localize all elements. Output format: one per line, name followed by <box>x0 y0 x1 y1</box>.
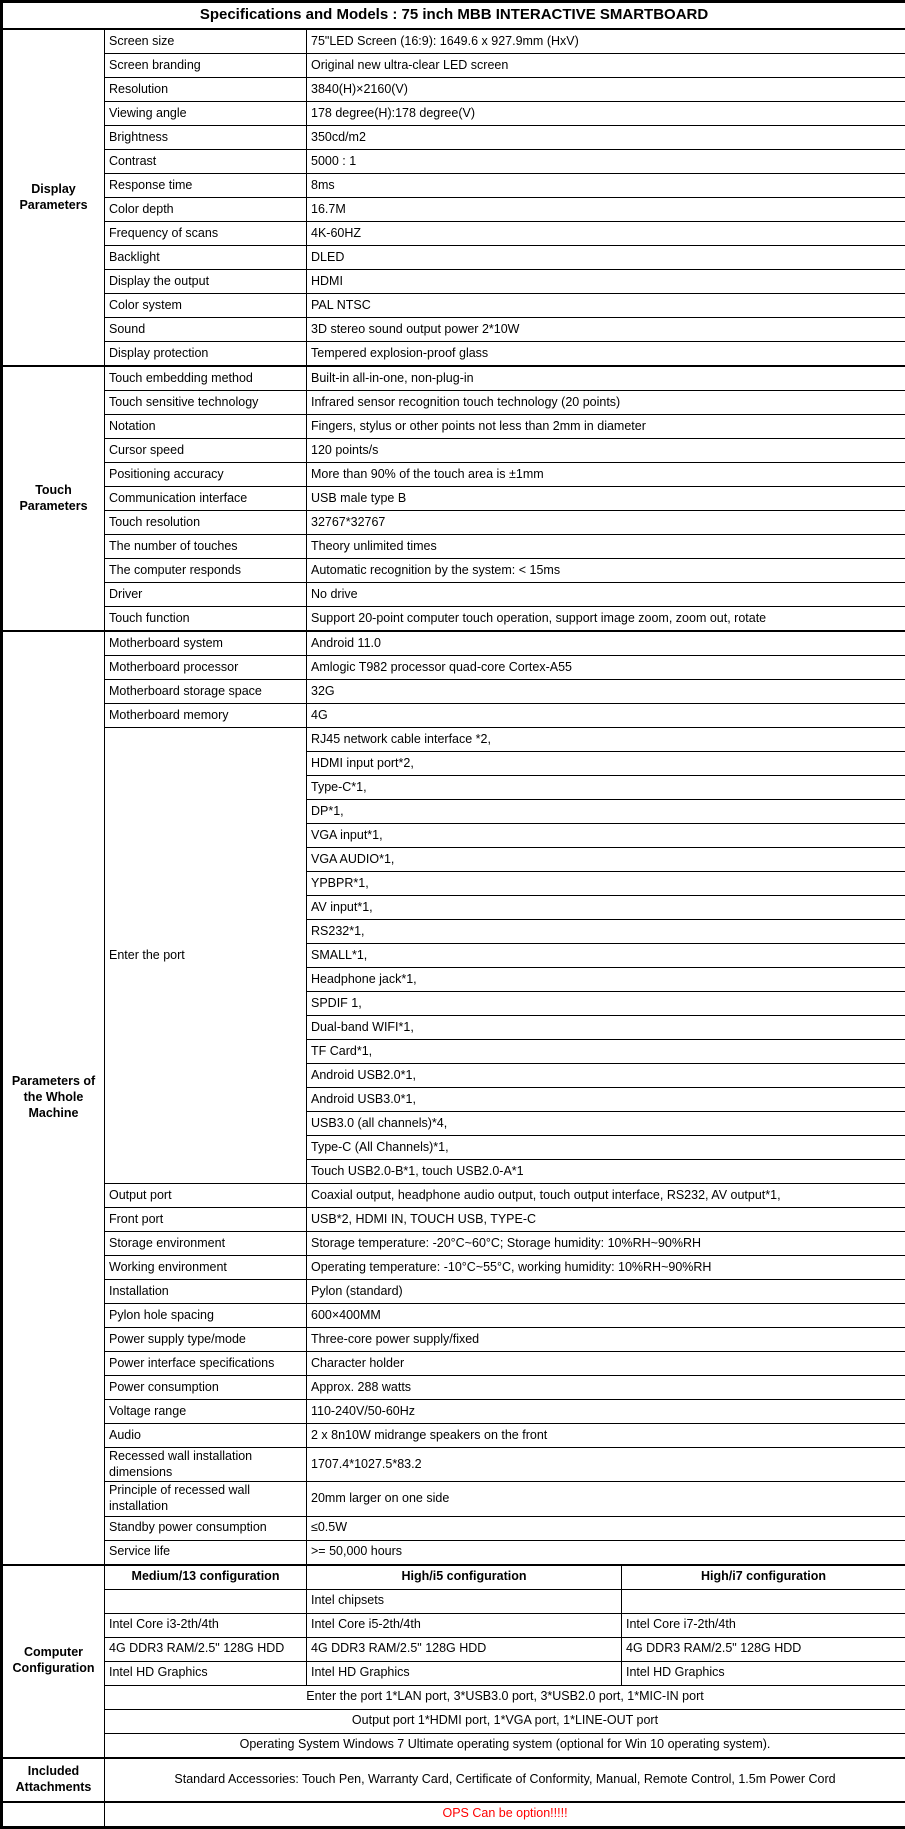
param-name: Resolution <box>105 78 307 102</box>
param-name: Audio <box>105 1424 307 1448</box>
table-row <box>2 366 905 391</box>
section-label-whole-machine: Parameters of the Whole Machine <box>2 631 105 1565</box>
table-row <box>2 126 905 150</box>
table-row <box>2 1685 905 1709</box>
table-row <box>2 1232 905 1256</box>
table-row <box>2 1540 905 1565</box>
config-value-cell: Intel Core i5-2th/4th <box>307 1613 622 1637</box>
param-value: Support 20-point computer touch operation, support image zoom, zoom out, rotate <box>307 607 905 632</box>
table-row <box>2 1661 905 1685</box>
param-name: Touch resolution <box>105 511 307 535</box>
param-name: Notation <box>105 415 307 439</box>
config-value-cell: 4G DDR3 RAM/2.5" 128G HDD <box>622 1637 905 1661</box>
param-name: Motherboard processor <box>105 656 307 680</box>
table-row <box>2 246 905 270</box>
param-name: Viewing angle <box>105 102 307 126</box>
config-value-cell <box>105 1589 307 1613</box>
table-row <box>2 2 905 30</box>
config-value-cell: Intel chipsets <box>307 1589 622 1613</box>
config-value-cell: Intel HD Graphics <box>307 1661 622 1685</box>
config-value-cell: Intel HD Graphics <box>105 1661 307 1685</box>
param-name: Front port <box>105 1208 307 1232</box>
param-name: Motherboard storage space <box>105 680 307 704</box>
table-row <box>2 439 905 463</box>
port-value: VGA AUDIO*1, <box>307 848 905 872</box>
param-value: More than 90% of the touch area is ±1mm <box>307 463 905 487</box>
page-title: Specifications and Models : 75 inch MBB INTERACTIVE SMARTBOARD <box>2 2 905 30</box>
param-value: Pylon (standard) <box>307 1280 905 1304</box>
port-value: Android USB2.0*1, <box>307 1064 905 1088</box>
param-value: 350cd/m2 <box>307 126 905 150</box>
port-value: SMALL*1, <box>307 944 905 968</box>
param-value: ≤0.5W <box>307 1516 905 1540</box>
param-name: Output port <box>105 1184 307 1208</box>
param-name: Touch function <box>105 607 307 632</box>
table-row <box>2 1448 905 1482</box>
param-value: Character holder <box>307 1352 905 1376</box>
param-value: 4G <box>307 704 905 728</box>
param-value: No drive <box>307 583 905 607</box>
section-label-computer: Computer Configuration <box>2 1565 105 1758</box>
table-row <box>2 1516 905 1540</box>
param-value: 3D stereo sound output power 2*10W <box>307 318 905 342</box>
param-name: Principle of recessed wall installation <box>105 1482 307 1516</box>
param-name: Touch embedding method <box>105 366 307 391</box>
table-row <box>2 1637 905 1661</box>
param-value: 5000 : 1 <box>307 150 905 174</box>
port-value: Headphone jack*1, <box>307 968 905 992</box>
param-name: Frequency of scans <box>105 222 307 246</box>
param-name: Service life <box>105 1540 307 1565</box>
config-header-cell: High/i7 configuration <box>622 1565 905 1590</box>
param-value: 3840(H)×2160(V) <box>307 78 905 102</box>
port-value: RS232*1, <box>307 920 905 944</box>
param-name: Backlight <box>105 246 307 270</box>
section-label-display: Display Parameters <box>2 29 105 366</box>
param-value: Theory unlimited times <box>307 535 905 559</box>
table-row <box>2 174 905 198</box>
table-row <box>2 583 905 607</box>
spec-table-body <box>2 2 905 1828</box>
table-row <box>2 318 905 342</box>
param-value: 8ms <box>307 174 905 198</box>
param-name: Pylon hole spacing <box>105 1304 307 1328</box>
config-value-cell: 4G DDR3 RAM/2.5" 128G HDD <box>105 1637 307 1661</box>
port-value: SPDIF 1, <box>307 992 905 1016</box>
param-value: USB male type B <box>307 487 905 511</box>
table-row <box>2 559 905 583</box>
param-name: Voltage range <box>105 1400 307 1424</box>
param-name: Positioning accuracy <box>105 463 307 487</box>
table-row <box>2 1256 905 1280</box>
table-row <box>2 1758 905 1802</box>
port-value: Android USB3.0*1, <box>307 1088 905 1112</box>
table-row <box>2 728 905 752</box>
param-value: 1707.4*1027.5*83.2 <box>307 1448 905 1482</box>
port-value: TF Card*1, <box>307 1040 905 1064</box>
table-row <box>2 1613 905 1637</box>
table-row <box>2 631 905 656</box>
param-name: Brightness <box>105 126 307 150</box>
param-name: Installation <box>105 1280 307 1304</box>
port-value: RJ45 network cable interface *2, <box>307 728 905 752</box>
param-value: PAL NTSC <box>307 294 905 318</box>
param-name: The computer responds <box>105 559 307 583</box>
config-value-cell: Intel HD Graphics <box>622 1661 905 1685</box>
table-row <box>2 342 905 367</box>
param-value: 32G <box>307 680 905 704</box>
param-name: Communication interface <box>105 487 307 511</box>
param-value: Automatic recognition by the system: < 15ms <box>307 559 905 583</box>
table-row <box>2 54 905 78</box>
table-row <box>2 1328 905 1352</box>
table-row <box>2 535 905 559</box>
param-name: Power interface specifications <box>105 1352 307 1376</box>
table-row <box>2 270 905 294</box>
port-value: YPBPR*1, <box>307 872 905 896</box>
config-span-row: Operating System Windows 7 Ultimate operating system (optional for Win 10 operating system). <box>105 1733 905 1758</box>
attachments-value: Standard Accessories: Touch Pen, Warranty Card, Certificate of Conformity, Manual, Remote Control, 1.5m Power Cord <box>105 1758 905 1802</box>
table-row <box>2 29 905 54</box>
param-value: 4K-60HZ <box>307 222 905 246</box>
table-row <box>2 78 905 102</box>
param-name: Storage environment <box>105 1232 307 1256</box>
port-value: VGA input*1, <box>307 824 905 848</box>
param-value: 16.7M <box>307 198 905 222</box>
param-name: Motherboard system <box>105 631 307 656</box>
table-row <box>2 1733 905 1758</box>
config-value-cell <box>622 1589 905 1613</box>
table-row <box>2 1482 905 1516</box>
param-value: Original new ultra-clear LED screen <box>307 54 905 78</box>
table-row <box>2 680 905 704</box>
param-name: Color system <box>105 294 307 318</box>
table-row <box>2 1589 905 1613</box>
config-value-cell: Intel Core i7-2th/4th <box>622 1613 905 1637</box>
param-value: Infrared sensor recognition touch technology (20 points) <box>307 391 905 415</box>
param-value: Approx. 288 watts <box>307 1376 905 1400</box>
param-value: Android 11.0 <box>307 631 905 656</box>
table-row <box>2 1802 905 1828</box>
table-row <box>2 222 905 246</box>
port-value: DP*1, <box>307 800 905 824</box>
param-name: Motherboard memory <box>105 704 307 728</box>
port-value: Type-C (All Channels)*1, <box>307 1136 905 1160</box>
table-row <box>2 102 905 126</box>
param-name: The number of touches <box>105 535 307 559</box>
param-value: Tempered explosion-proof glass <box>307 342 905 367</box>
table-row <box>2 415 905 439</box>
param-value: Coaxial output, headphone audio output, touch output interface, RS232, AV output*1, <box>307 1184 905 1208</box>
param-value: Storage temperature: -20°C~60°C; Storage humidity: 10%RH~90%RH <box>307 1232 905 1256</box>
config-header-cell: High/i5 configuration <box>307 1565 622 1590</box>
table-row <box>2 656 905 680</box>
param-name: Driver <box>105 583 307 607</box>
param-value: Amlogic T982 processor quad-core Cortex-A55 <box>307 656 905 680</box>
port-value: HDMI input port*2, <box>307 752 905 776</box>
param-value: 110-240V/50-60Hz <box>307 1400 905 1424</box>
param-name: Cursor speed <box>105 439 307 463</box>
param-name: Screen size <box>105 29 307 54</box>
footer-empty-cell <box>2 1802 105 1828</box>
table-row <box>2 1424 905 1448</box>
port-value: Touch USB2.0-B*1, touch USB2.0-A*1 <box>307 1160 905 1184</box>
port-value: AV input*1, <box>307 896 905 920</box>
port-value: Type-C*1, <box>307 776 905 800</box>
port-value: Dual-band WIFI*1, <box>307 1016 905 1040</box>
param-value: 178 degree(H):178 degree(V) <box>307 102 905 126</box>
param-value: 20mm larger on one side <box>307 1482 905 1516</box>
table-row <box>2 294 905 318</box>
param-value: DLED <box>307 246 905 270</box>
param-name: Response time <box>105 174 307 198</box>
param-value: Fingers, stylus or other points not less than 2mm in diameter <box>307 415 905 439</box>
param-value: Built-in all-in-one, non-plug-in <box>307 366 905 391</box>
param-name: Standby power consumption <box>105 1516 307 1540</box>
port-value: USB3.0 (all channels)*4, <box>307 1112 905 1136</box>
param-value: 600×400MM <box>307 1304 905 1328</box>
table-row <box>2 463 905 487</box>
param-value: 2 x 8n10W midrange speakers on the front <box>307 1424 905 1448</box>
param-value: USB*2, HDMI IN, TOUCH USB, TYPE-C <box>307 1208 905 1232</box>
table-row <box>2 1376 905 1400</box>
table-row <box>2 607 905 632</box>
config-value-cell: 4G DDR3 RAM/2.5" 128G HDD <box>307 1637 622 1661</box>
table-row <box>2 1565 905 1590</box>
section-label-attachments: Included Attachments <box>2 1758 105 1802</box>
param-name: Power consumption <box>105 1376 307 1400</box>
param-name: Display protection <box>105 342 307 367</box>
param-name: Display the output <box>105 270 307 294</box>
param-value: 75"LED Screen (16:9): 1649.6 x 927.9mm (HxV) <box>307 29 905 54</box>
footer-note: OPS Can be option!!!!! <box>105 1802 905 1828</box>
param-name: Color depth <box>105 198 307 222</box>
param-name: Sound <box>105 318 307 342</box>
table-row <box>2 1184 905 1208</box>
table-row <box>2 1208 905 1232</box>
config-value-cell: Intel Core i3-2th/4th <box>105 1613 307 1637</box>
param-name: Power supply type/mode <box>105 1328 307 1352</box>
table-row <box>2 1352 905 1376</box>
section-label-touch: Touch Parameters <box>2 366 105 631</box>
config-header-cell: Medium/13 configuration <box>105 1565 307 1590</box>
param-value: Three-core power supply/fixed <box>307 1328 905 1352</box>
table-row <box>2 150 905 174</box>
param-name: Recessed wall installation dimensions <box>105 1448 307 1482</box>
table-row <box>2 487 905 511</box>
param-value: 32767*32767 <box>307 511 905 535</box>
table-row <box>2 1400 905 1424</box>
param-name: Contrast <box>105 150 307 174</box>
table-row <box>2 511 905 535</box>
config-span-row: Output port 1*HDMI port, 1*VGA port, 1*LINE-OUT port <box>105 1709 905 1733</box>
table-row <box>2 704 905 728</box>
table-row <box>2 391 905 415</box>
table-row <box>2 198 905 222</box>
param-value: Operating temperature: -10°C~55°C, working humidity: 10%RH~90%RH <box>307 1256 905 1280</box>
param-name: Screen branding <box>105 54 307 78</box>
param-value: HDMI <box>307 270 905 294</box>
param-name: Touch sensitive technology <box>105 391 307 415</box>
table-row <box>2 1280 905 1304</box>
param-value: 120 points/s <box>307 439 905 463</box>
table-row <box>2 1304 905 1328</box>
table-row <box>2 1709 905 1733</box>
param-value: >= 50,000 hours <box>307 1540 905 1565</box>
param-name-enter-the-port: Enter the port <box>105 728 307 1184</box>
config-span-row: Enter the port 1*LAN port, 3*USB3.0 port, 3*USB2.0 port, 1*MIC-IN port <box>105 1685 905 1709</box>
param-name: Working environment <box>105 1256 307 1280</box>
